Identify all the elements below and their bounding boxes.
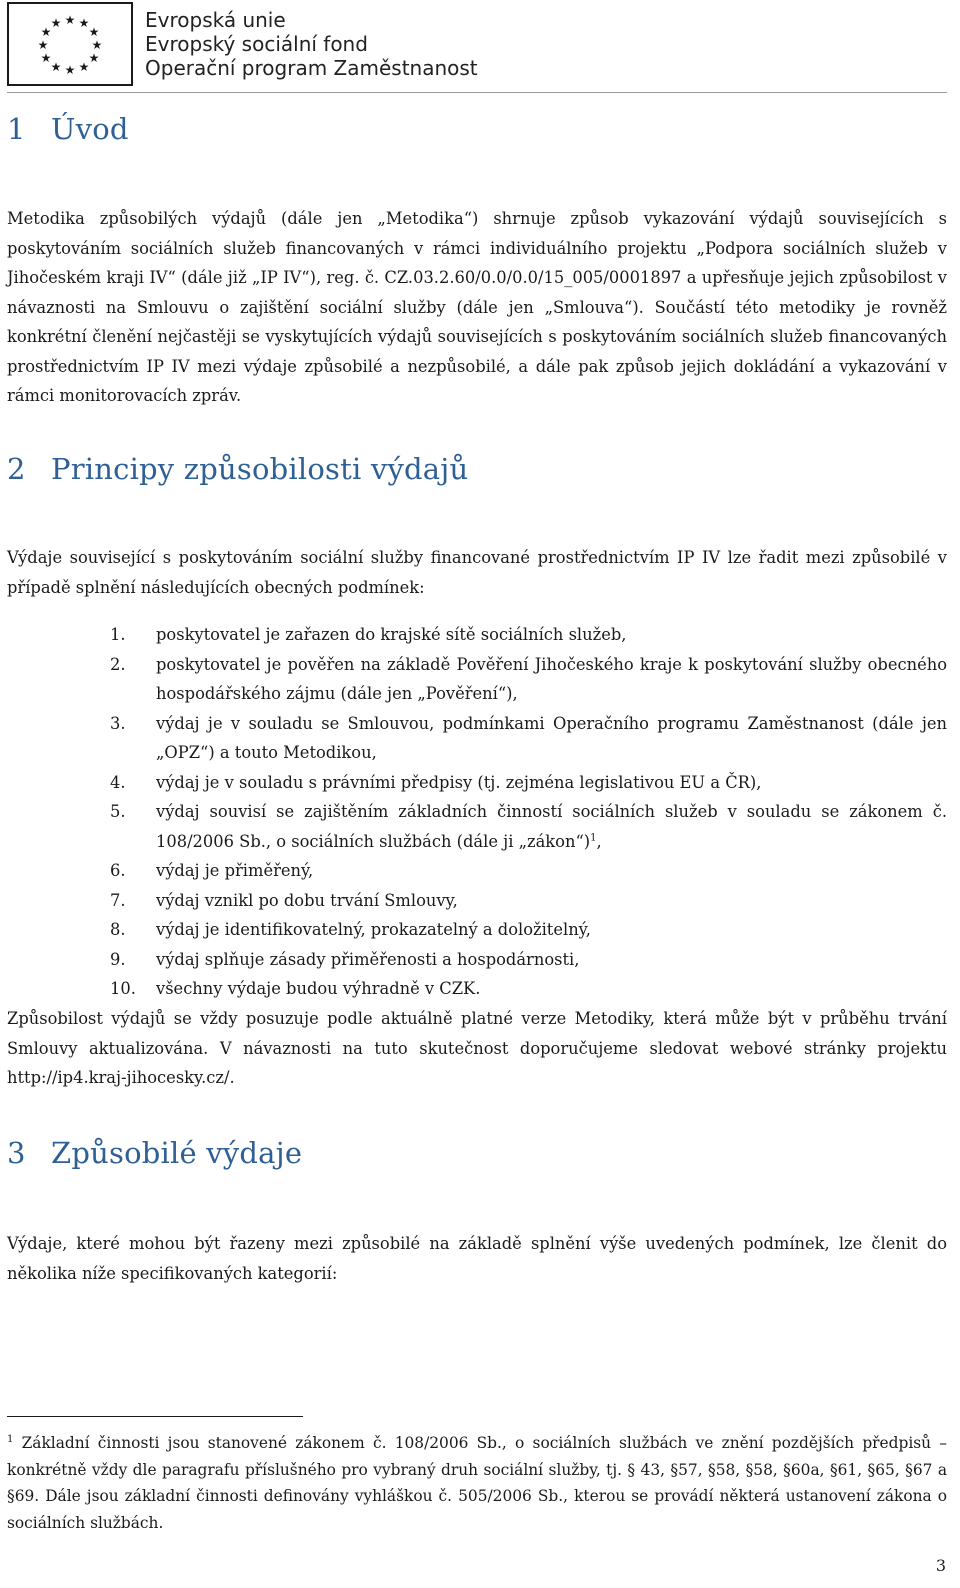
section-number: 2 — [7, 452, 26, 486]
section-1-heading — [7, 112, 129, 146]
list-item: 10. všechny výdaje budou výhradně v CZK. — [110, 979, 481, 998]
eu-logo — [7, 2, 133, 86]
logo-line-1: Evropská unie — [145, 8, 286, 32]
svg-text:★: ★ — [40, 25, 52, 39]
list-item: 6. výdaj je přiměřený, — [110, 861, 314, 880]
section-number: 1 — [7, 112, 26, 146]
logo-line-3: Operační program Zaměstnanost — [145, 56, 478, 80]
page-number: 3 — [935, 1556, 946, 1575]
list-item: 1. poskytovatel je zařazen do krajské sítě sociálních služeb, — [110, 625, 627, 644]
footnote-divider — [7, 1416, 303, 1417]
section-3-heading — [7, 1136, 302, 1170]
list-item: 3. výdaj je v souladu se Smlouvou, podmínkami Operačního programu Zaměstnanost (dále jen „OPZ“) a touto Metodikou, — [110, 713, 947, 762]
list-item: 4. výdaj je v souladu s právními předpisy (tj. zejména legislativou EU a ČR), — [110, 772, 762, 792]
svg-text:★: ★ — [37, 38, 49, 52]
section-2-heading — [7, 452, 468, 486]
svg-text:★: ★ — [78, 60, 90, 74]
eligible-paragraph: Výdaje, které mohou být řazeny mezi způsobilé na základě splnění výše uvedených podmínek, lze členit do několika níže specifikovaných kategorií: — [7, 1234, 947, 1283]
svg-text:★: ★ — [88, 51, 100, 65]
list-item: 7. výdaj vznikl po dobu trvání Smlouvy, — [110, 890, 458, 910]
footnote-mark: 1 — [7, 1433, 14, 1445]
section-number: 3 — [7, 1136, 26, 1170]
project-website-link[interactable]: http://ip4.kraj-jihocesky.cz/ — [7, 1068, 230, 1087]
footnote-text: Základní činnosti jsou stanovené zákonem č. 108/2006 Sb., o sociálních službách ve znění pozdějších předpisů – konkrétně vždy dle paragrafu příslušného pro vybraný druh sociální služby, tj. § 43, §57, §58, §58, §60a, §61, §65, §67 a §69. Dále jsou základní činnosti definovány vyhláškou č. 505/2006 Sb., kterou se provádí některá ustanovení zákona o sociálních službách. — [7, 1434, 947, 1532]
svg-text:★: ★ — [91, 38, 103, 52]
logo-line-2: Evropský sociální fond — [145, 32, 368, 56]
svg-text:★: ★ — [78, 16, 90, 30]
svg-text:★: ★ — [50, 60, 62, 74]
list-item: 2. poskytovatel je pověřen na základě Pověření Jihočeského kraje k poskytování služby obecného hospodářského zájmu (dále jen „Pověření“), — [110, 654, 947, 703]
section-title: Principy způsobilosti výdajů — [51, 452, 469, 486]
svg-text:★: ★ — [64, 13, 76, 27]
validity-paragraph: Způsobilost výdajů se vždy posuzuje podle aktuálně platné verze Metodiky, která může být v průběhu trvání Smlouvy aktualizována. V návaznosti na tuto skutečnost doporučujeme sledovat webové stránky projektu http://ip4.kraj-jihocesky.cz/. — [7, 1009, 947, 1087]
footnote — [7, 1430, 947, 1536]
list-item: 9. výdaj splňuje zásady přiměřenosti a hospodárnosti, — [110, 949, 580, 969]
section-title: Způsobilé výdaje — [51, 1136, 303, 1170]
logo-text — [145, 8, 478, 80]
svg-text:★: ★ — [88, 25, 100, 39]
intro-paragraph: Metodika způsobilých výdajů (dále jen „Metodika“) shrnuje způsob vykazování výdajů souvisejících s poskytováním sociálních služeb financovaných v rámci individuálního projektu „Podpora sociálních služeb v Jihočeském kraji IV“ (dále již „IP IV“), reg. č. CZ.03.2.60/0.0/0.0/15_005/0001897 a upřesňuje jejich způsobilost v návaznosti na Smlouvu o zajištění sociální služby (dále jen „Smlouva“). Součástí této metodiky je rovněž konkrétní členění nejčastěji se vyskytujících výdajů souvisejících s poskytováním sociálních služeb financovaných prostřednictvím IP IV mezi výdaje způsobilé a nezpůsobilé, a dále pak způsob jejich dokládání a vykazování v rámci monitorovacích zpráv. — [7, 209, 947, 405]
list-item: 5. výdaj souvisí se zajištěním základních činností sociálních služeb v souladu se zákonem č. 108/2006 Sb., o sociálních službách (dále ji „zákon“)$^1$, — [110, 802, 947, 851]
svg-text:★: ★ — [40, 51, 52, 65]
conditions-list — [110, 620, 947, 1004]
eu-flag-icon — [9, 4, 131, 84]
svg-text:★: ★ — [50, 16, 62, 30]
principles-lead: Výdaje související s poskytováním sociální služby financované prostřednictvím IP IV lze řadit mezi způsobilé v případě splnění následujících obecných podmínek: — [7, 548, 947, 597]
header-divider — [7, 92, 947, 93]
svg-text:★: ★ — [64, 63, 76, 77]
list-item: 8. výdaj je identifikovatelný, prokazatelný a doložitelný, — [110, 920, 591, 939]
section-title: Úvod — [51, 112, 129, 146]
footnote-ref[interactable]: 1 — [590, 832, 597, 844]
